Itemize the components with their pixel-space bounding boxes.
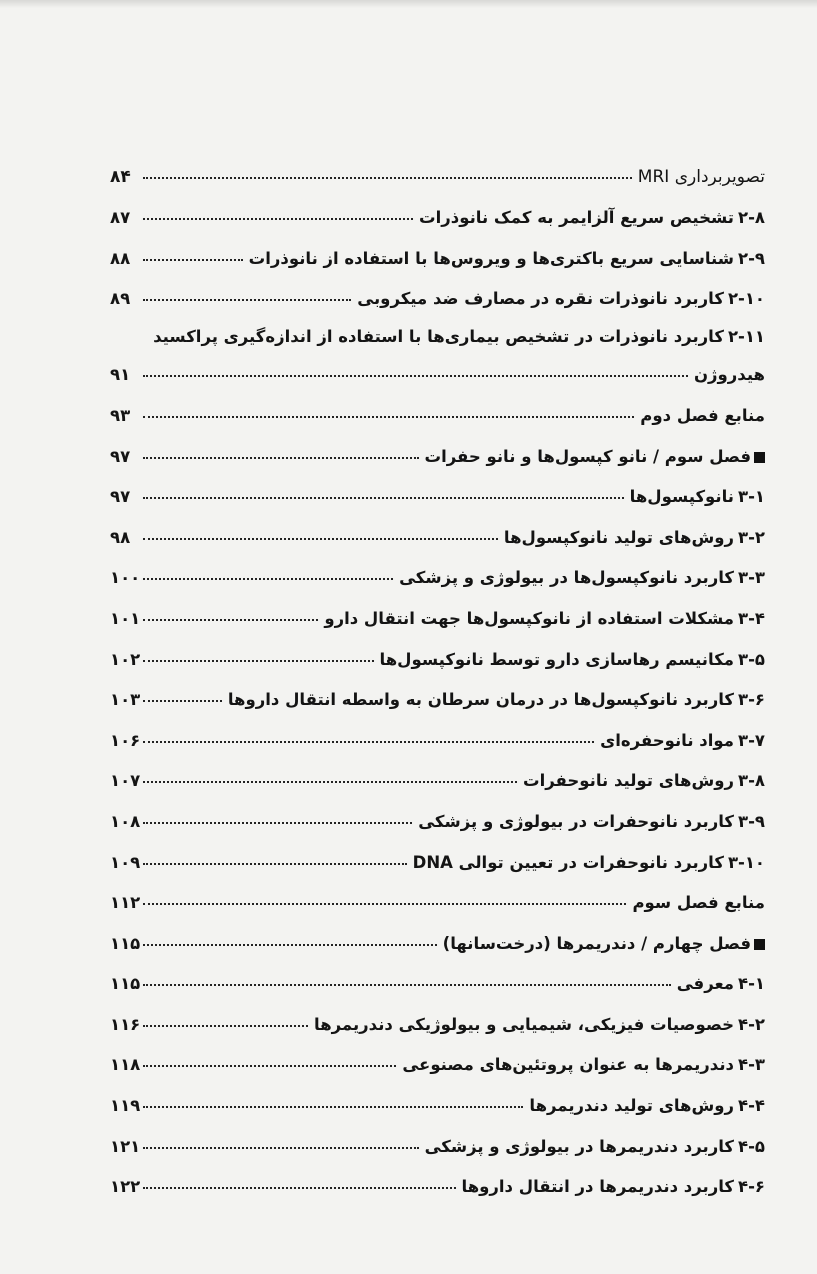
toc-entry-page: ۱۱۹ [110,1096,141,1116]
toc-entry [110,756,765,797]
toc-entry-page: ۱۰۷ [110,771,141,791]
leader-dots [143,903,626,905]
leader-dots [143,375,688,377]
toc-entry-page: ۱۰۹ [110,852,141,872]
leader-dots [143,1065,396,1067]
toc-entry [110,999,765,1040]
toc-entry-title: کاربرد نانوکپسول‌ها در بیولوژی و پزشکی [399,568,734,588]
toc-entry [110,796,765,837]
toc-entry [110,512,765,553]
table-of-contents [110,152,765,1202]
toc-entry-page: ۸۴ [110,166,131,187]
toc-entry-list [110,390,765,1202]
leader-dots [143,1025,308,1027]
toc-entry [110,274,765,315]
toc-entry-page: ۱۰۲ [110,649,141,669]
toc-entry [110,233,765,274]
toc-entry [110,553,765,594]
toc-entry-title: کاربرد نانوذرات نقره در مصارف ضد میکروبی [357,289,724,309]
toc-entry-number: ۴-۳ [738,1055,765,1075]
toc-entry-page: ۱۲۱ [110,1136,141,1156]
toc-entry [110,878,765,919]
toc-entry-title: روش‌های تولید نانوحفرات [523,771,734,791]
toc-entry-number: ۴-۱ [738,974,765,994]
toc-entry-title: مکانیسم رهاسازی دارو توسط نانوکپسول‌ها [379,649,734,669]
toc-entry-page: ۱۰۱ [110,608,141,628]
toc-entry [110,1080,765,1121]
toc-entry-number: ۳-۷ [738,730,765,750]
leader-dots [143,457,419,459]
toc-entry-title: فصل چهارم / دندریمرها (درخت‌سانها) [442,933,751,953]
leader-dots [143,660,373,662]
toc-entry-title: کاربرد دندریمرها در بیولوژی و پزشکی [424,1136,734,1156]
toc-entry-page: ۱۱۶ [110,1014,141,1034]
leader-dots [143,1187,455,1189]
toc-entry-title: کاربرد نانوحفرات در بیولوژی و پزشکی [418,811,734,831]
toc-entry [110,472,765,513]
toc-entry [110,634,765,675]
leader-dots [143,218,413,220]
toc-entry-page: ۹۸ [110,527,131,547]
leader-dots [143,822,412,824]
toc-entry-title: مواد نانوحفره‌ای [600,730,734,750]
toc-entry-multiline-first-line [110,314,765,352]
toc-entry-number: ۳-۱ [738,487,765,507]
chapter-bullet-icon [754,452,765,463]
toc-entry-page: ۱۱۸ [110,1055,141,1075]
toc-entry-number: ۳-۵ [738,649,765,669]
toc-entry-title: روش‌های تولید نانوکپسول‌ها [503,527,734,547]
toc-entry-title-line2: هیدروژن [693,365,765,385]
toc-entry-multiline-second-line [110,352,765,390]
toc-entry-number: ۲-۱۰ [727,289,765,309]
leader-dots [143,984,670,986]
toc-entry-page: ۹۷ [110,446,131,466]
toc-entry-page: ۱۱۲ [110,893,141,913]
toc-entry [110,193,765,234]
toc-entry-page: ۱۰۶ [110,730,141,750]
toc-entry-title: منابع فصل سوم [632,893,765,913]
toc-entry-title: روش‌های تولید دندریمرها [529,1096,734,1116]
toc-entry-title: خصوصیات فیزیکی، شیمیایی و بیولوژیکی دندریمرها [314,1014,734,1034]
toc-entry-page: ۹۳ [110,405,131,425]
toc-entry-number: ۲-۸ [738,208,765,228]
toc-entry [110,1121,765,1162]
toc-entry [110,675,765,716]
leader-dots [143,416,634,418]
leader-dots [143,863,406,865]
toc-entry-page: ۹۱ [110,365,131,385]
toc-entry-number: ۳-۳ [738,568,765,588]
toc-entry-title: منابع فصل دوم [640,405,765,425]
toc-entry-page: ۱۰۸ [110,811,141,831]
toc-entry-page: ۱۲۲ [110,1177,141,1197]
toc-entry-page: ۱۰۰ [110,568,141,588]
toc-entry-page: ۱۰۳ [110,690,141,710]
toc-entry-page: ۱۱۵ [110,974,141,994]
toc-entry-number: ۴-۴ [738,1096,765,1116]
toc-entry-number: ۳-۴ [738,608,765,628]
toc-entry [110,715,765,756]
leader-dots [143,944,436,946]
leader-dots [143,741,594,743]
toc-chapter-heading [110,918,765,959]
toc-entry-number: ۳-۶ [738,690,765,710]
toc-entry-title: دندریمرها به عنوان پروتئین‌های مصنوعی [402,1055,734,1075]
toc-chapter-heading [110,431,765,472]
toc-entry [110,593,765,634]
toc-entry-title: فصل سوم / نانو کپسول‌ها و نانو حفرات [424,446,751,466]
toc-entry-number: ۳-۹ [738,811,765,831]
chapter-bullet-icon [754,939,765,950]
toc-entry-number: ۲-۹ [738,248,765,268]
toc-entry-page: ۱۱۵ [110,933,141,953]
toc-entry-title: تشخیص سریع آلزایمر به کمک نانوذرات [419,208,734,228]
toc-entry-page: ۸۸ [110,248,131,268]
toc-entry-page: ۸۹ [110,289,131,309]
leader-dots [143,1147,418,1149]
toc-entry-title: کاربرد نانوکپسول‌ها در درمان سرطان به واسطه انتقال داروها [227,690,734,710]
toc-entry-title-line1: کاربرد نانوذرات در تشخیص بیماری‌ها با استفاده از اندازه‌گیری پراکسید [153,327,724,347]
toc-entry [110,390,765,431]
leader-dots [143,1106,523,1108]
toc-entry-number: ۳-۸ [738,771,765,791]
leader-dots [143,619,318,621]
leader-dots [143,177,632,179]
toc-entry-title: مشکلات استفاده از نانوکپسول‌ها جهت انتقال دارو [324,608,734,628]
toc-entry-number: ۳-۲ [738,527,765,547]
toc-entry-number: ۳-۱۰ [727,852,765,872]
toc-entry-title: شناسایی سریع باکتری‌ها و ویروس‌ها با استفاده از نانوذرات [248,248,734,268]
leader-dots [143,781,517,783]
toc-entry-page: ۸۷ [110,208,131,228]
leader-dots [143,259,243,261]
leader-dots [143,700,222,702]
toc-entry-number: ۴-۵ [738,1136,765,1156]
toc-entry-number: ۴-۲ [738,1014,765,1034]
toc-entry-title: معرفی [676,974,734,994]
toc-entry-title: کاربرد دندریمرها در انتقال داروها [461,1177,734,1197]
toc-entry [110,1040,765,1081]
toc-entry-title: نانوکپسول‌ها [629,487,734,507]
toc-entry-number: ۴-۶ [738,1177,765,1197]
toc-entry [110,152,765,193]
toc-entry [110,837,765,878]
toc-entry [110,1162,765,1203]
leader-dots [143,299,351,301]
toc-entry-title: تصویربرداری MRI [637,166,765,187]
toc-entry [110,959,765,1000]
toc-entry-page: ۹۷ [110,487,131,507]
toc-entry-title: کاربرد نانوحفرات در تعیین توالی DNA [412,852,724,872]
leader-dots [143,538,498,540]
leader-dots [143,497,624,499]
page-top-edge [0,0,817,8]
toc-entry-number: ۲-۱۱ [727,327,765,347]
leader-dots [143,578,393,580]
